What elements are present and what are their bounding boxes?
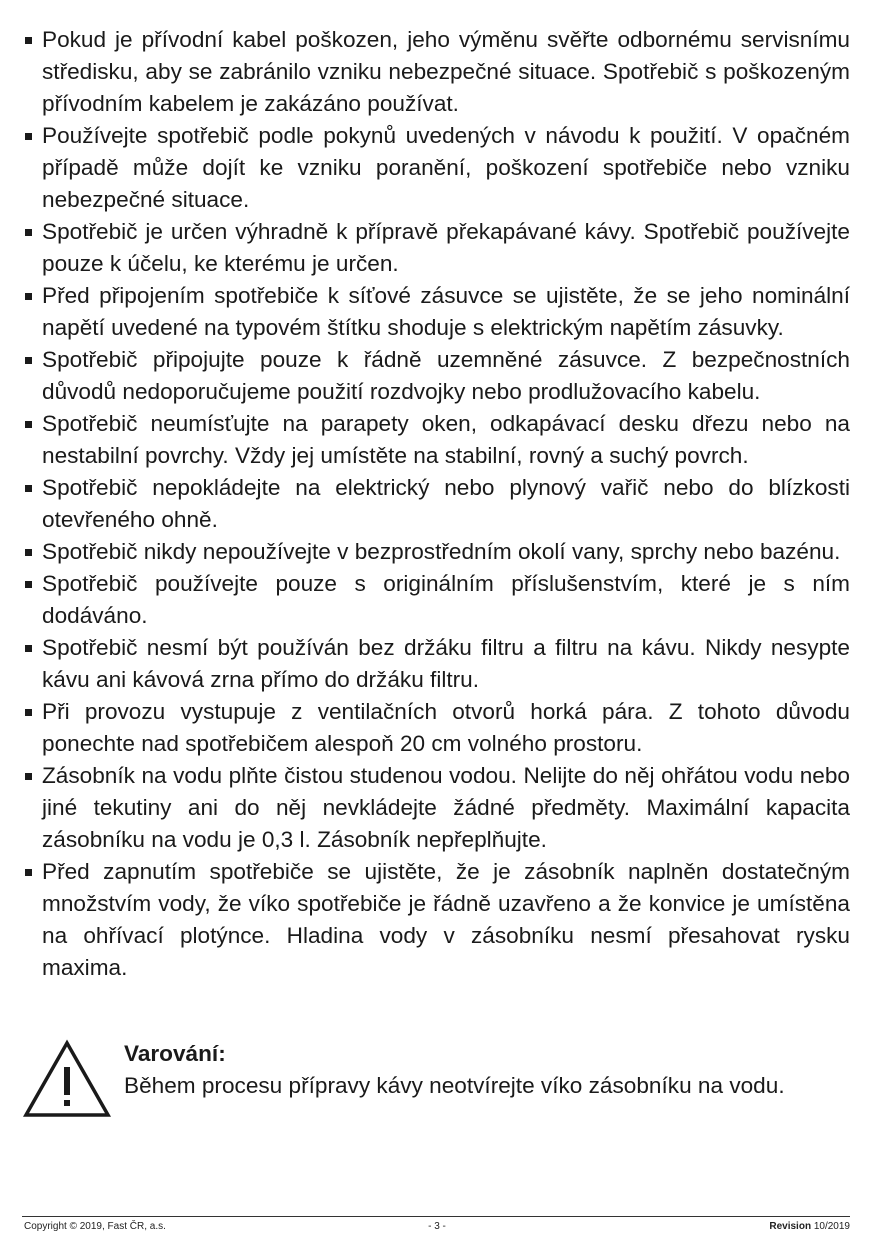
footer-copyright: Copyright © 2019, Fast ČR, a.s. xyxy=(24,1221,166,1232)
bullet-square-icon xyxy=(25,229,32,236)
list-item xyxy=(22,760,850,856)
list-item xyxy=(22,216,850,280)
bullet-square-icon xyxy=(25,581,32,588)
list-item xyxy=(22,408,850,472)
list-item-text: Před připojením spotřebiče k síťové zásuvce se ujistěte, že se jeho nominální napětí uvedené na typovém štítku shoduje s elektrickým napětím zásuvky. xyxy=(42,283,850,340)
footer-revision xyxy=(769,1221,850,1233)
bullet-square-icon xyxy=(25,645,32,652)
list-item-text: Používejte spotřebič podle pokynů uvedených v návodu k použití. V opačném případě může dojít ke vzniku poranění, poškození spotřebiče nebo vzniku nebezpečné situace. xyxy=(42,123,850,212)
list-item-text: Při provozu vystupuje z ventilačních otvorů horká pára. Z tohoto důvodu ponechte nad spotřebičem alespoň 20 cm volného prostoru. xyxy=(42,699,850,756)
bullet-square-icon xyxy=(25,485,32,492)
revision-value: 10/2019 xyxy=(813,1221,850,1232)
bullet-square-icon xyxy=(25,869,32,876)
list-item-text: Zásobník na vodu plňte čistou studenou vodou. Nelijte do něj ohřátou vodu nebo jiné tekutiny ani do něj nevkládejte žádné předměty. Maximální kapacita zásobníku na vodu je 0,3 l. Zásobník nepřeplňujte. xyxy=(42,763,850,852)
list-item xyxy=(22,472,850,536)
bullet-square-icon xyxy=(25,549,32,556)
bullet-square-icon xyxy=(25,773,32,780)
list-item-text: Spotřebič nesmí být používán bez držáku filtru a filtru na kávu. Nikdy nesypte kávu ani kávová zrna přímo do držáku filtru. xyxy=(42,635,850,692)
footer-divider xyxy=(22,1216,850,1217)
bullet-square-icon xyxy=(25,421,32,428)
list-item xyxy=(22,856,850,984)
bullet-square-icon xyxy=(25,37,32,44)
bullet-square-icon xyxy=(25,293,32,300)
list-item-text: Pokud je přívodní kabel poškozen, jeho výměnu svěřte odbornému servisnímu středisku, aby se zabránilo vzniku nebezpečné situace. Spotřebič s poškozeným přívodním kabelem je zakázáno používat. xyxy=(42,27,850,116)
bullet-square-icon xyxy=(25,709,32,716)
warning-text: Během procesu přípravy kávy neotvírejte víko zásobníku na vodu. xyxy=(124,1073,785,1098)
warning-triangle-icon xyxy=(22,1039,112,1119)
list-item xyxy=(22,632,850,696)
list-item-text: Spotřebič neumísťujte na parapety oken, odkapávací desku dřezu nebo na nestabilní povrchy. Vždy jej umístěte na stabilní, rovný a suchý povrch. xyxy=(42,411,850,468)
bullet-square-icon xyxy=(25,133,32,140)
warning-title: Varování: xyxy=(124,1041,226,1066)
list-item xyxy=(22,696,850,760)
list-item xyxy=(22,344,850,408)
list-item-text: Před zapnutím spotřebiče se ujistěte, že je zásobník naplněn dostatečným množstvím vody, že víko spotřebiče je řádně uzavřeno a že konvice je umístěna na ohřívací plotýnce. Hladina vody v zásobníku nesmí přesahovat rysku maxima. xyxy=(42,859,850,980)
list-item xyxy=(22,120,850,216)
revision-label: Revision xyxy=(769,1221,812,1232)
list-item-text: Spotřebič připojujte pouze k řádně uzemněné zásuvce. Z bezpečnostních důvodů nedoporučujeme použití rozdvojky nebo prodlužovacího kabelu. xyxy=(42,347,850,404)
bullet-square-icon xyxy=(25,357,32,364)
list-item xyxy=(22,24,850,120)
list-item xyxy=(22,280,850,344)
page-number: - 3 - xyxy=(428,1221,446,1232)
list-item xyxy=(22,536,850,568)
list-item xyxy=(22,568,850,632)
list-item-text: Spotřebič používejte pouze s originálním příslušenstvím, které je s ním dodáváno. xyxy=(42,571,850,628)
safety-instructions-list xyxy=(22,24,850,984)
list-item-text: Spotřebič je určen výhradně k přípravě překapávané kávy. Spotřebič používejte pouze k účelu, ke kterému je určen. xyxy=(42,219,850,276)
list-item-text: Spotřebič nepokládejte na elektrický nebo plynový vařič nebo do blízkosti otevřeného ohně. xyxy=(42,475,850,532)
list-item-text: Spotřebič nikdy nepoužívejte v bezprostředním okolí vany, sprchy nebo bazénu. xyxy=(42,539,841,564)
